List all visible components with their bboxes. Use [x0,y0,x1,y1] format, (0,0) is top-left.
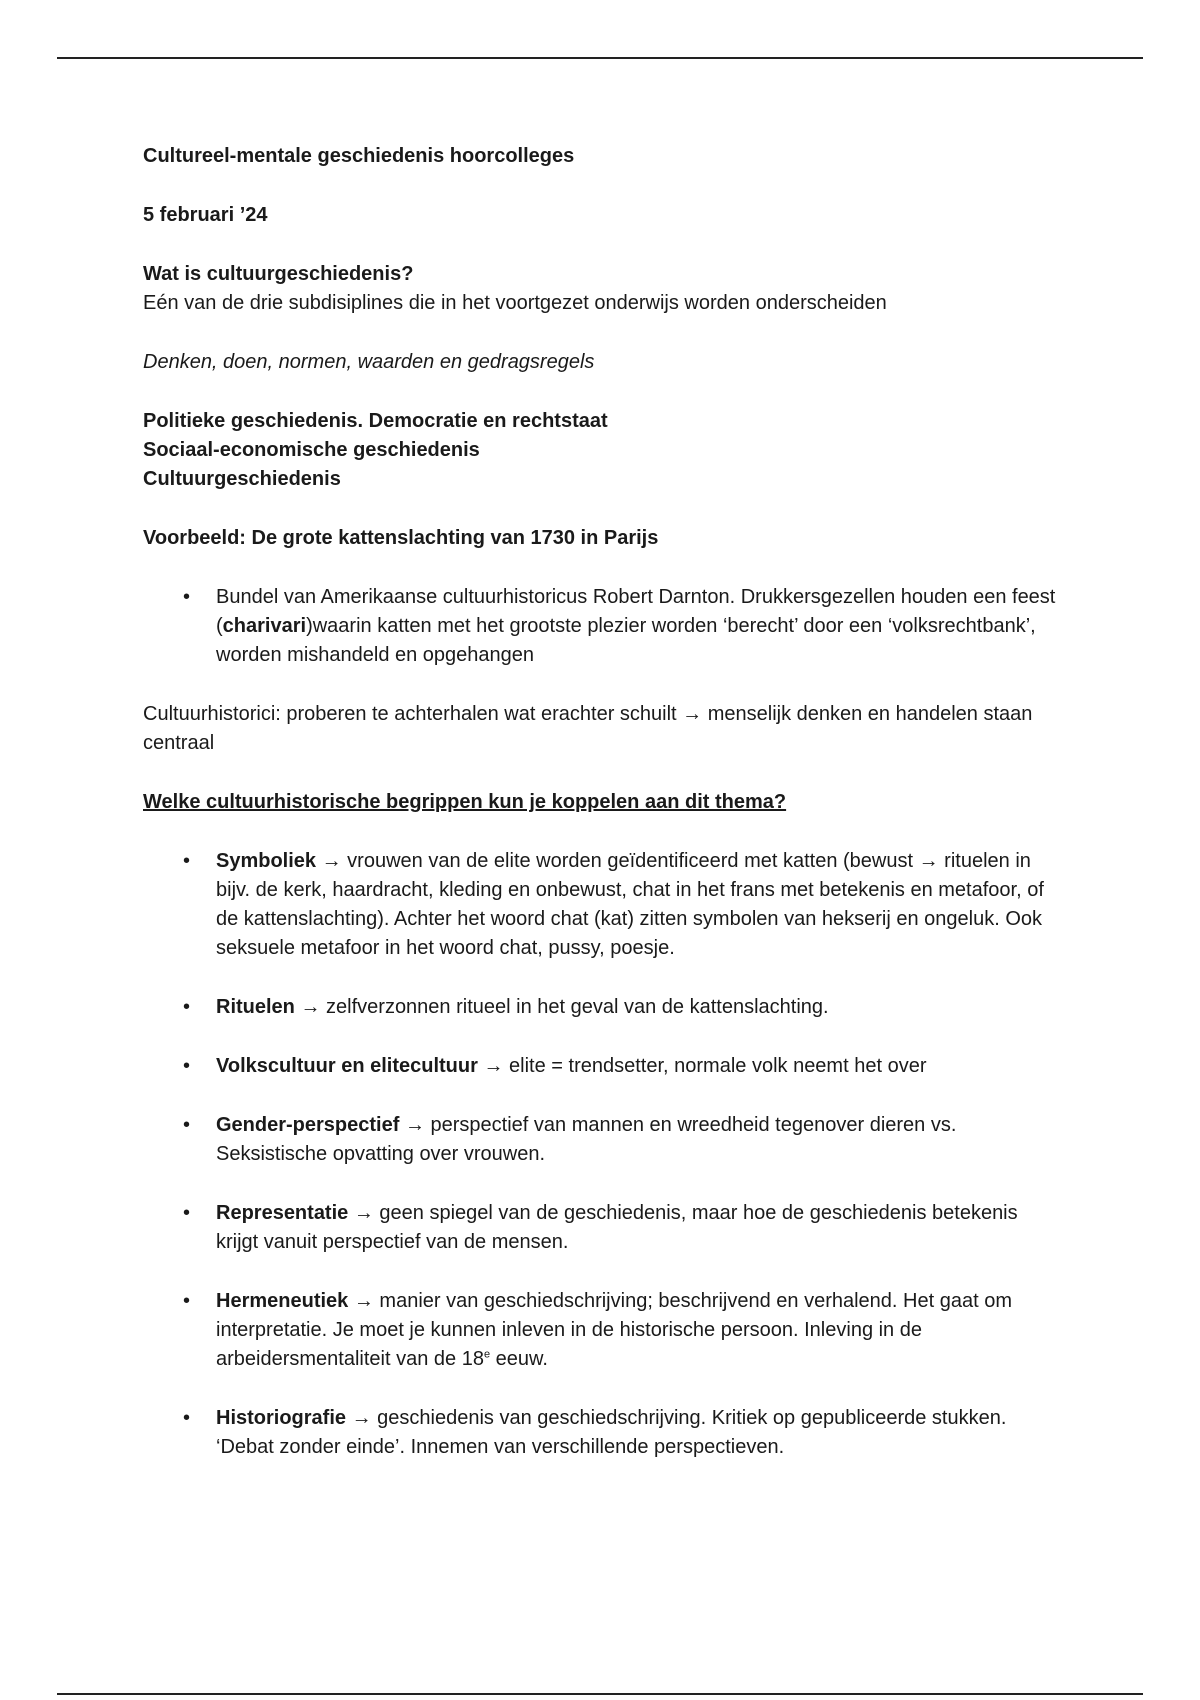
bullet-icon: • [183,1407,191,1429]
concept-text: geschiedenis van geschiedschrijving. Kritiek op gepubliceerde stukken. ‘Debat zonder einde’. Innemen van verschillende perspectieven. [216,1407,1007,1458]
bullet-icon: • [183,586,191,608]
example-text-before: Bundel van Amerikaanse cultuurhistoricus Robert Darnton. Drukkersgezellen houden een feest ( [216,586,1056,637]
list-item [143,1052,1063,1081]
subdiscipline-item: Politieke geschiedenis. Democratie en rechtstaat [143,410,608,432]
concepts-list [143,847,1063,1462]
concept-text-tail: eeuw. [490,1348,548,1370]
concepts-heading: Welke cultuurhistorische begrippen kun je koppelen aan dit thema? [143,791,787,813]
list-item [143,1287,1063,1374]
example-text-after: )waarin katten met het grootste plezier worden ‘berecht’ door een ‘volksrechtbank’, worden mishandeld en opgehangen [216,615,1036,666]
arrow-icon: → [404,1114,425,1136]
arrow-icon: → [300,996,321,1018]
arrow-icon: → [353,1202,374,1224]
subdiscipline-list [143,407,1063,494]
example-list [143,583,1063,670]
bullet-icon: • [183,996,191,1018]
arrow-icon: → [351,1407,372,1429]
subdiscipline-item: Cultuurgeschiedenis [143,468,341,490]
historici-paragraph: Cultuurhistorici: proberen te achterhalen wat erachter schuilt → menselijk denken en handelen staan centraal [143,703,1033,754]
concept-text: geen spiegel van de geschiedenis, maar hoe de geschiedenis betekenis krijgt vanuit perspectief van de mensen. [216,1202,1018,1253]
bullet-icon: • [183,1202,191,1224]
concept-text: elite = trendsetter, normale volk neemt het over [509,1055,927,1077]
list-item [143,993,1063,1022]
superscript: e [483,1348,491,1361]
list-item [143,583,1063,670]
top-rule [57,57,1143,59]
concept-text: manier van geschiedschrijving; beschrijvend en verhalend. Het gaat om interpretatie. Je moet je kunnen inleven in de historische persoon. Inleving in de arbeidersmentaliteit van de 18 [216,1290,1012,1370]
bottom-rule [57,1693,1143,1695]
bullet-icon: • [183,850,191,872]
concept-term: Gender-perspectief [216,1114,400,1136]
concept-text: vrouwen van de elite worden geïdentificeerd met katten (bewust → rituelen in bijv. de kerk, haardracht, kleding en onbewust, chat in het frans met betekenis en metafoor, of de kattenslachting). Achter het woord chat (kat) zitten symbolen van hekserij en ongeluk. Ook seksuele metafoor in het woord chat, pussy, poesje. [216,850,1044,959]
concept-text: perspectief van mannen en wreedheid tegenover dieren vs. Seksistische opvatting over vrouwen. [216,1114,957,1165]
concept-term: Historiografie [216,1407,347,1429]
list-item [143,847,1063,963]
document-title: Cultureel-mentale geschiedenis hoorcolleges [143,145,575,167]
bullet-icon: • [183,1114,191,1136]
arrow-icon: → [321,850,342,872]
concept-term: Symboliek [216,850,317,872]
question-answer: Eén van de drie subdisiplines die in het voortgezet onderwijs worden onderscheiden [143,292,887,314]
subdiscipline-item: Sociaal-economische geschiedenis [143,439,480,461]
list-item [143,1404,1063,1462]
arrow-icon: → [483,1055,504,1077]
italic-note: Denken, doen, normen, waarden en gedragsregels [143,351,595,373]
example-heading: Voorbeeld: De grote kattenslachting van 1730 in Parijs [143,527,659,549]
concept-term: Representatie [216,1202,349,1224]
arrow-icon: → [353,1290,374,1312]
bullet-icon: • [183,1290,191,1312]
bullet-icon: • [183,1055,191,1077]
question-heading: Wat is cultuurgeschiedenis? [143,263,414,285]
concept-term: Volkscultuur en elitecultuur [216,1055,478,1077]
concept-term: Hermeneutiek [216,1290,349,1312]
document-body [143,142,1063,1462]
concept-text: zelfverzonnen ritueel in het geval van de kattenslachting. [326,996,829,1018]
example-term: charivari [222,615,307,637]
concept-term: Rituelen [216,996,295,1018]
lecture-date: 5 februari ’24 [143,204,268,226]
list-item [143,1199,1063,1257]
list-item [143,1111,1063,1169]
